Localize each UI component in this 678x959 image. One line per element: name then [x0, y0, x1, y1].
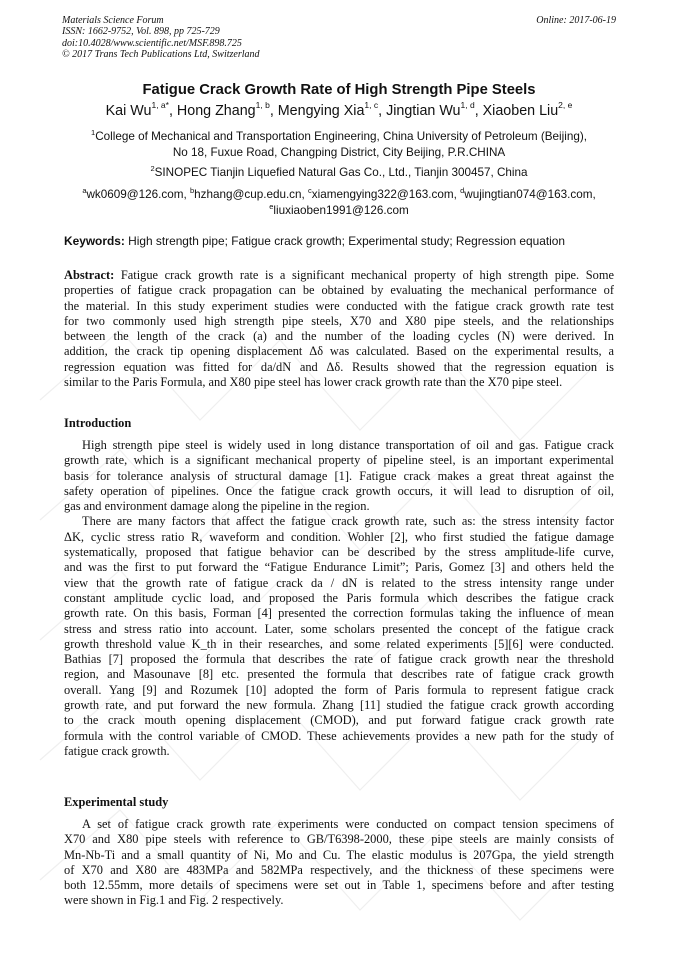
keywords — [64, 233, 624, 249]
email[interactable]: $^a$wk0609@126.com — [82, 185, 184, 201]
keywords-label: Keywords: — [64, 234, 125, 248]
author: Hong Zhang$^{1, b}$ — [176, 100, 270, 119]
email[interactable]: $^e$liuxiaoben1991@126.com — [269, 201, 409, 217]
issn: ISSN: 1662-9752, Vol. 898, pp 725-729 — [62, 26, 220, 38]
copyright: © 2017 Trans Tech Publications Ltd, Switzerland — [62, 49, 260, 61]
abstract-label: Abstract: — [64, 268, 115, 282]
affiliation-1: $^1$College of Mechanical and Transportation Engineering, China University of Petroleum (Beijing), No 18, Fuxue Road, Changping District, City Beijing, P.R.CHINA — [91, 127, 587, 159]
keywords-text: High strength pipe; Fatigue crack growth; Experimental study; Regression equation — [128, 234, 565, 248]
section-heading-introduction: Introduction — [64, 416, 132, 430]
section-heading-experimental: Experimental study — [64, 795, 169, 809]
paper-title: Fatigue Crack Growth Rate of High Strength Pipe Steels — [142, 82, 536, 98]
email[interactable]: $^c$xiamengying322@163.com — [308, 185, 454, 201]
affiliation-2: $^2$SINOPEC Tianjin Liquefied Natural Gas Co., Ltd., Tianjin 300457, China — [150, 163, 528, 179]
author: Kai $Wu^{1, a*}$ — [105, 100, 169, 119]
email[interactable]: $^b$hzhang@cup.edu.cn — [189, 185, 302, 201]
author: Jingtian Wu$^{1, d}$ — [386, 100, 475, 119]
email[interactable]: $^d$wujingtian074@163.com — [460, 185, 593, 201]
experimental-body: A set of fatigue crack growth rate experiments were conducted on compact tension specimens of X70 and X80 pipe steels with reference to GB/T6398-2000, these pipe steels are mainly consists of Mn-Nb-Ti and a small quantity of Ni, Mo and Cu. The elastic modulus is 207Gpa, the yield strength of X70 and X80 are 483MPa and 582MPa respectively, and the thickness of these specimens were both 12.55mm, more details of specimens were set out in Table 1, specimens before and after testing were shown in Fig.1 and Fig. 2 respectively. — [64, 817, 614, 908]
journal-header — [62, 15, 382, 61]
author: Mengying Xia$^{1, c}$ — [277, 100, 379, 119]
author: Xiaoben Liu$^{2, e}$ — [482, 100, 573, 119]
introduction-body: High strength pipe steel is widely used in long distance transportation of oil and gas. Fatigue crack growth rate, which is a significant mechanical property of pipeline steel, is an important experimental basis for tolerance analysis of structural damage [1]. Fatigue crack makes a great threat against the safety operation of pipelines. Once the fatigue crack growth occurs, it will lead to disruption of oil, gas and environment damage along the pipeline in the region. There are many factors that affect the fatigue crack growth rate, such as: the stress intensity factor ΔK, cyclic stress ratio R, waveform and condition. Wohler [2], who first studied the fatigue damage systematically, proposed that fatigue behavior can be described by the stress amplitude-life curve, and was the first to put forward the “Fatigue Endurance Limit”; Paris, Gomez [3] and others held the view that the growth rate of fatigue crack da / dN is related to the stress intensity range under constant amplitude cyclic load, and proposed the Paris formula which describes the fatigue crack growth rate. On this basis, Forman [4] presented the correction formulas taking the influence of mean stress and stress ratio into account. Later, some scholars presented the concept of the fatigue crack growth threshold value K_th in their researches, and some related experiments [5][6] were conducted. Bathias [7] proposed the formula that describes the rate of fatigue crack growth near the threshold region, and Masounave [8] etc. presented the formula that describes rate of fatigue crack growth overall. Yang [9] and Rozumek [10] adopted the form of Paris formula to represent fatigue crack growth rate, and put forward the new formula. Zhang [11] studied the fatigue crack growth according to the crack mouth opening displacement (CMOD), and put forward fatigue crack growth rate formula with the control variable of CMOD. These achievements provides a new path for the study of fatigue crack growth. — [64, 438, 614, 758]
doi: doi:10.4028/www.scientific.net/MSF.898.725 — [62, 37, 242, 49]
author-emails: $^a$wk0609@126.com, $^b$hzhang@cup.edu.cn, $^c$xiamengying322@163.com, $^d$wujingtian074@163.com, $^e$liuxiaoben1991@126.com — [82, 185, 596, 217]
journal-name: Materials Science Forum — [62, 15, 164, 26]
author-list: Kai $Wu^{1, a*}$, Hong Zhang$^{1, b}$, Mengying Xia$^{1, c}$, Jingtian Wu$^{1, d}$, Xiaoben Liu$^{2, e}$ — [105, 100, 573, 119]
online-date: Online: 2017-06-19 — [536, 15, 616, 26]
abstract: Abstract: Fatigue crack growth rate is a significant mechanical property of high strength pipe. Some properties of fatigue crack propagation can be obtained by evaluating the mechanical performance of the material. In this study experiment studies were conducted with the fatigue crack growth rate test for two commonly used high strength pipe steels, X70 and X80 pipe steels, and the relationships between the length of the crack (a) and the number of the loading cycles (N) were derived. In addition, the crack tip opening displacement Δδ was calculated. Based on the experimental results, a regression equation was fitted for da/dN and Δδ. Results showed that the regression equation is similar to the Paris Formula, and X80 pipe steel has lower crack growth rate than the X70 pipe steel. — [64, 268, 614, 390]
